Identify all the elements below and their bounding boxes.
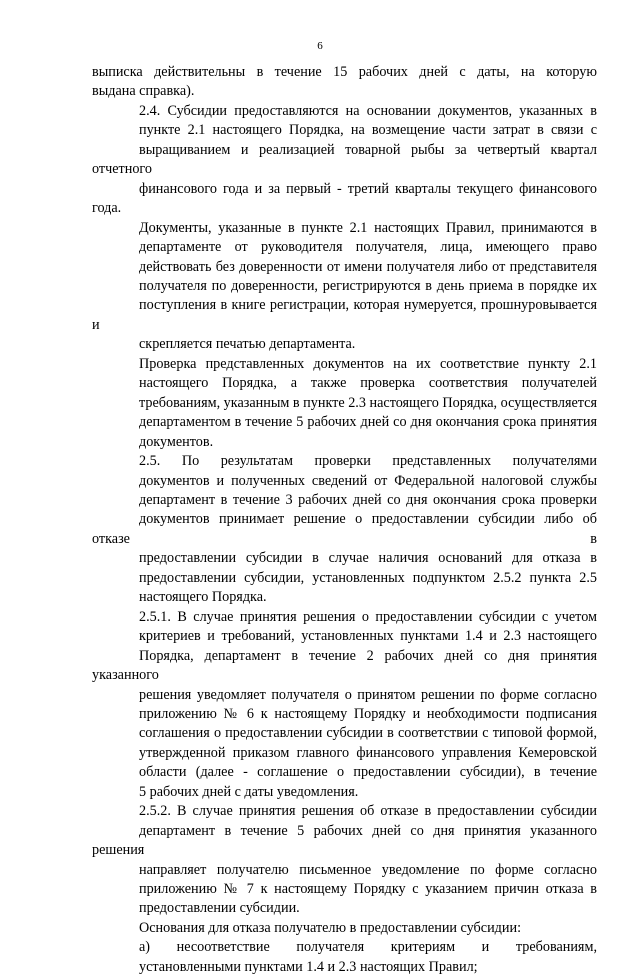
text-line: скрепляется печатью департамента. xyxy=(139,336,356,353)
text-line: выдана справка). xyxy=(92,83,195,100)
text-line: 2.5.1. В случае принятия решения о предоставлении субсидии с учетом xyxy=(139,608,597,625)
paragraph xyxy=(92,608,597,803)
text-line: утвержденной приказом главного финансового управления Кемеровской xyxy=(139,744,597,761)
paragraph xyxy=(92,452,597,608)
text-line: Порядка, департамент в течение 2 рабочих дней со дня принятия указанного xyxy=(92,647,597,684)
text-line: 5 рабочих дней с даты уведомления. xyxy=(139,783,359,800)
text-line: области (далее - соглашение о предоставлении субсидии), в течение xyxy=(139,764,597,781)
text-line: 2.4. Субсидии предоставляются на основании документов, указанных в xyxy=(139,102,597,119)
text-line: пункте 2.1 настоящего Порядка, на возмещение части затрат в связи с xyxy=(139,122,597,139)
text-line: Документы, указанные в пункте 2.1 настоящих Правил, принимаются в xyxy=(139,219,597,236)
page-number: 6 xyxy=(317,40,323,52)
text-line: финансового года и за первый - третий кварталы текущего финансового года. xyxy=(92,180,597,217)
text-line: получателя по доверенности, регистрируются в день приема в порядке их xyxy=(139,277,597,294)
paragraph xyxy=(92,63,597,102)
text-line: критериев и требований, установленных пунктами 1.4 и 2.3 настоящего xyxy=(139,628,597,645)
text-line: 2.5. По результатам проверки представленных получателями xyxy=(139,453,597,470)
text-line: направляет получателю письменное уведомление по форме согласно xyxy=(139,861,597,878)
text-line: департамент в течение 5 рабочих дней со дня принятия указанного решения xyxy=(92,822,597,859)
text-line: Основания для отказа получателю в предоставлении субсидии: xyxy=(139,919,522,936)
paragraph xyxy=(92,355,597,452)
text-line: предоставлении субсидии в случае наличия оснований для отказа в xyxy=(139,550,597,567)
text-line: действовать без доверенности от имени получателя либо от представителя xyxy=(139,258,597,275)
text-line: департаментом в течение 5 рабочих дней со дня окончания срока принятия xyxy=(139,414,597,431)
text-line: департамент в течение 3 рабочих дней со дня окончания срока проверки xyxy=(139,491,597,508)
text-line: Проверка представленных документов на их соответствие пункту 2.1 xyxy=(139,355,597,372)
text-line: приложению № 7 к настоящему Порядку с указанием причин отказа в xyxy=(139,881,597,898)
text-line: 2.5.2. В случае принятия решения об отказе в предоставлении субсидии xyxy=(139,803,597,820)
document-body xyxy=(92,63,597,977)
text-line: настоящего Порядка, а также проверка соответствия получателей xyxy=(139,375,597,392)
text-line: предоставлении субсидии. xyxy=(139,900,300,917)
paragraph xyxy=(92,802,597,919)
text-line: установленными пунктами 1.4 и 2.3 настоящих Правил; xyxy=(139,958,478,975)
text-line: приложению № 6 к настоящему Порядку и необходимости подписания xyxy=(139,705,597,722)
text-line: документов. xyxy=(139,433,214,450)
text-line: документов и полученных сведений от Федеральной налоговой службы xyxy=(139,472,597,489)
text-line: поступления в книге регистрации, которая нумеруется, прошнуровывается и xyxy=(92,297,597,333)
text-line: департаменте от руководителя получателя, лица, имеющего право xyxy=(139,239,597,256)
text-line: выписка действительны в течение 15 рабочих дней с даты, на которую xyxy=(92,64,597,80)
text-line: документов принимает решение о предоставлении субсидии либо об отказе в xyxy=(92,511,597,547)
text-line: предоставлении субсидии, установленных подпунктом 2.5.2 пункта 2.5 xyxy=(139,569,597,586)
text-line: соглашения о предоставлении субсидии в соответствии с типовой формой, xyxy=(139,725,597,742)
text-line: а) несоответствие получателя критериям и требованиям, xyxy=(139,939,597,956)
paragraph xyxy=(92,938,597,977)
text-line: настоящего Порядка. xyxy=(139,589,267,606)
text-line: требованиям, указанным в пункте 2.3 настоящего Порядка, осуществляется xyxy=(139,394,597,411)
text-line: выращиванием и реализацией товарной рыбы за четвертый квартал отчетного xyxy=(92,141,597,178)
paragraph xyxy=(92,102,597,219)
text-line: решения уведомляет получателя о принятом решении по форме согласно xyxy=(139,686,597,703)
paragraph xyxy=(92,919,597,938)
paragraph xyxy=(92,219,597,355)
